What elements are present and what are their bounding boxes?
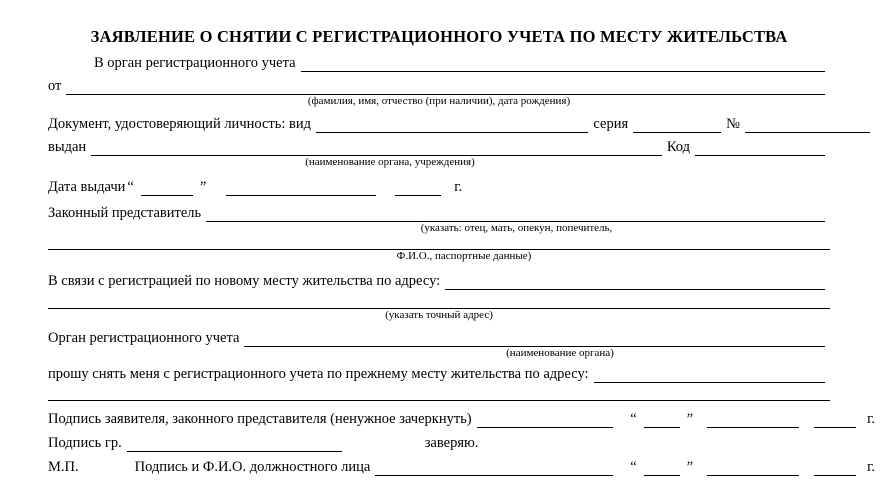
citizen-signature-input[interactable]: [127, 434, 342, 452]
official-month-input[interactable]: [707, 458, 799, 476]
number-label: №: [726, 116, 740, 132]
series-label: серия: [593, 116, 629, 132]
close-quote: ”: [686, 459, 694, 475]
doc-series-input[interactable]: [633, 115, 721, 133]
legal-representative-caption: (указать: отец, мать, опекун, попечитель,: [420, 222, 613, 234]
registration-authority-input[interactable]: [301, 54, 825, 72]
issue-date-label: Дата выдачи: [48, 179, 126, 195]
citizen-signature-label: Подпись гр.: [48, 435, 122, 451]
authority-row: [48, 325, 830, 347]
request-label: прошу снять меня с регистрационного учета по прежнему месту жительства по адресу:: [48, 366, 589, 382]
from-caption: (фамилия, имя, отчество (при наличии), дата рождения): [307, 95, 571, 107]
sign-day-input[interactable]: [644, 410, 680, 428]
from-row: [48, 73, 830, 95]
old-address-continuation-input[interactable]: [48, 388, 830, 401]
old-address-input[interactable]: [594, 365, 825, 383]
new-address-continuation-input[interactable]: [48, 296, 830, 309]
issued-by-input[interactable]: [91, 138, 662, 156]
issuing-code-input[interactable]: [695, 138, 825, 156]
issue-day-input[interactable]: [141, 178, 193, 196]
issue-year-suffix: г.: [454, 179, 463, 195]
open-quote: “: [630, 411, 637, 427]
authority-label: Орган регистрационного учета: [48, 330, 240, 346]
certify-label: заверяю.: [424, 435, 479, 451]
code-label: Код: [666, 139, 690, 155]
doc-number-input[interactable]: [745, 115, 870, 133]
official-year-input[interactable]: [814, 458, 856, 476]
to-authority-row: [48, 50, 830, 72]
official-day-input[interactable]: [644, 458, 680, 476]
citizen-signature-row: [48, 430, 830, 452]
from-label: от: [48, 78, 62, 94]
close-quote: ”: [686, 411, 694, 427]
new-address-row: [48, 268, 830, 290]
request-row: [48, 361, 830, 383]
sign-year-input[interactable]: [814, 410, 856, 428]
seal-label: М.П.: [48, 459, 79, 475]
issued-by-row: [48, 134, 830, 156]
open-quote: “: [127, 179, 134, 195]
issued-by-label: выдан: [48, 139, 87, 155]
issued-by-caption: (наименование органа, учреждения): [305, 156, 475, 168]
applicant-signature-row: [48, 406, 875, 428]
official-signature-label: Подпись и Ф.И.О. должностного лица: [134, 459, 371, 475]
open-quote: “: [630, 459, 637, 475]
new-address-input[interactable]: [445, 272, 825, 290]
close-quote: ”: [199, 179, 207, 195]
fio-passport-caption: Ф.И.О., паспортные данные): [396, 250, 532, 262]
registration-authority2-input[interactable]: [244, 329, 825, 347]
sign-year-suffix: г.: [867, 411, 875, 427]
legal-representative-input[interactable]: [206, 204, 825, 222]
legal-representative-row: [48, 200, 830, 222]
applicant-signature-label: Подпись заявителя, законного представителя (ненужное зачеркнуть): [48, 411, 472, 427]
issue-month-input[interactable]: [226, 178, 376, 196]
authority-caption: (наименование органа): [506, 347, 614, 359]
legal-representative-label: Законный представитель: [48, 205, 202, 221]
new-address-label: В связи с регистрацией по новому месту жительства по адресу:: [48, 273, 441, 289]
issue-date-row: [48, 174, 830, 196]
identity-doc-row: [48, 111, 875, 133]
issue-year-input[interactable]: [395, 178, 441, 196]
doc-type-input[interactable]: [316, 115, 588, 133]
applicant-fullname-input[interactable]: [66, 77, 825, 95]
official-year-suffix: г.: [867, 459, 875, 475]
exact-address-caption: (указать точный адрес): [385, 309, 493, 321]
official-signature-row: [48, 454, 875, 476]
applicant-signature-input[interactable]: [477, 410, 614, 428]
identity-doc-label: Документ, удостоверяющий личность: вид: [48, 116, 312, 132]
sign-month-input[interactable]: [707, 410, 799, 428]
form-title: ЗАЯВЛЕНИЕ О СНЯТИИ С РЕГИСТРАЦИОННОГО УЧЕТА ПО МЕСТУ ЖИТЕЛЬСТВА: [90, 27, 788, 46]
to-authority-label: В орган регистрационного учета: [94, 55, 296, 71]
legal-representative-details-input[interactable]: [48, 237, 830, 250]
official-signature-input[interactable]: [375, 458, 613, 476]
